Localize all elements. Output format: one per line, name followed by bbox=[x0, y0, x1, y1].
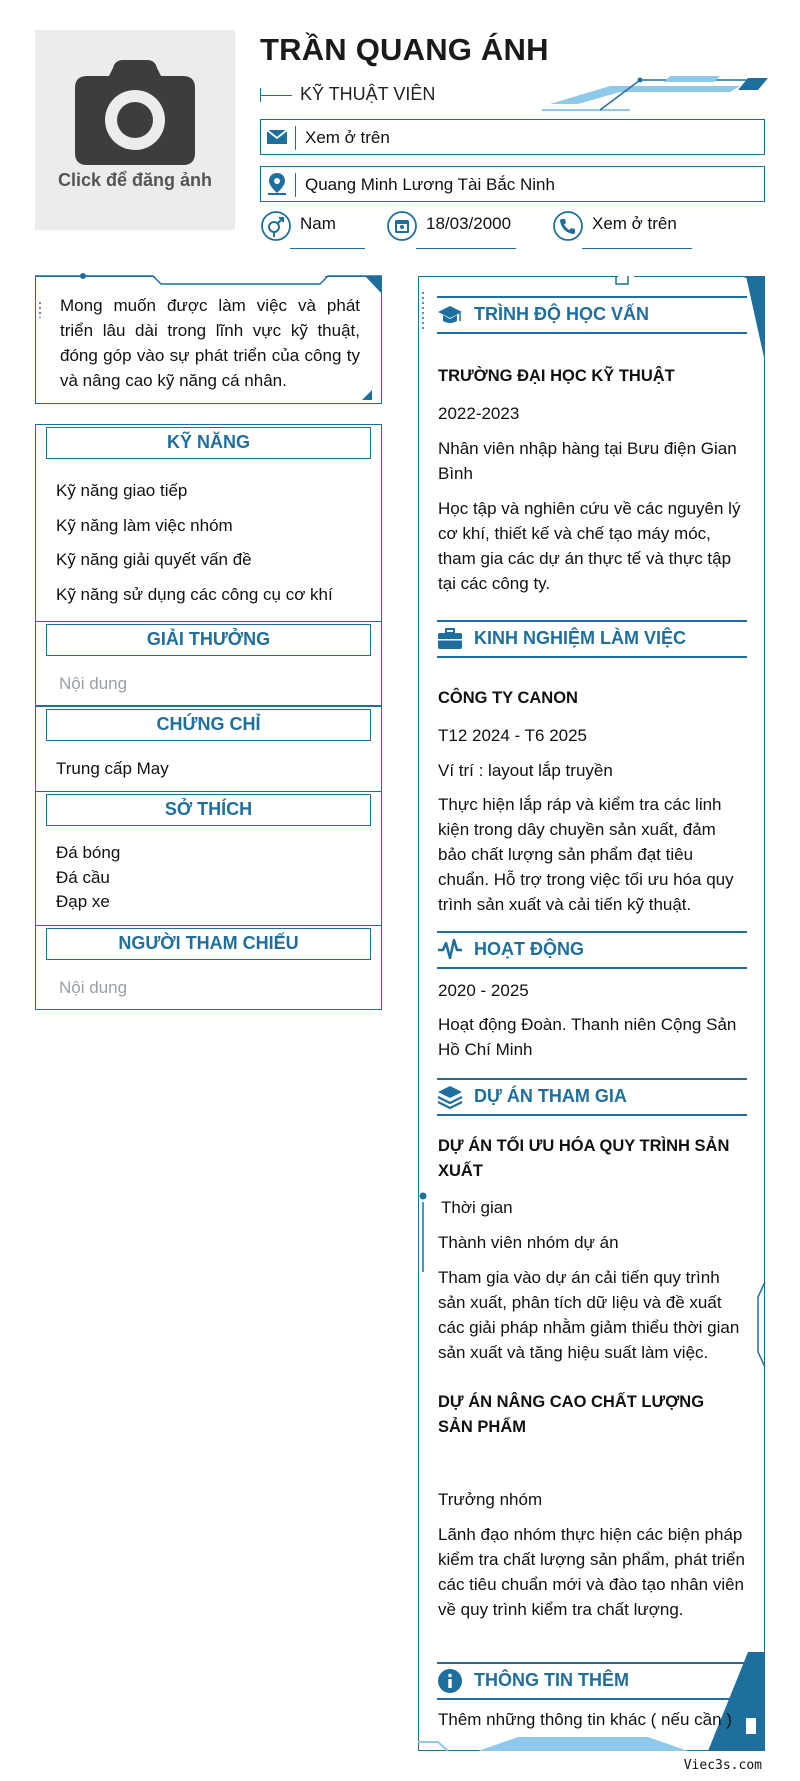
awards-title: GIẢI THƯỞNG bbox=[46, 624, 371, 656]
gender-item bbox=[260, 210, 365, 250]
education-major: Nhân viên nhập hàng tại Bưu điện Gian Bình bbox=[438, 439, 737, 483]
camera-icon bbox=[75, 60, 195, 165]
calendar-icon bbox=[386, 210, 418, 242]
project-time: Thời gian bbox=[441, 1198, 513, 1217]
education-heading bbox=[437, 296, 747, 332]
job-line bbox=[260, 95, 292, 96]
phone-icon bbox=[552, 210, 584, 242]
more-info-text: Thêm những thông tin khác ( nếu cần ) bbox=[438, 1710, 732, 1729]
certificates-title: CHỨNG CHỈ bbox=[46, 709, 371, 741]
experience-description: Thực hiện lắp ráp và kiểm tra các linh kiện trong dây chuyền sản xuất, đảm bảo chất lượng sản phẩm đạt tiêu chuẩn. Hỗ trợ trong việc tối ưu hóa quy trình sản xuất và cải tiến kỹ thuật. bbox=[438, 795, 734, 914]
header-decoration bbox=[540, 74, 772, 114]
briefcase-icon bbox=[437, 626, 463, 652]
hobbies-title: SỞ THÍCH bbox=[46, 794, 371, 826]
email-field bbox=[260, 119, 765, 155]
email-value: Xem ở trên bbox=[305, 128, 390, 147]
more-info-title: THÔNG TIN THÊM bbox=[474, 1670, 629, 1690]
info-icon bbox=[437, 1668, 463, 1694]
skill-item: Kỹ năng làm việc nhóm bbox=[56, 516, 233, 535]
project-role: Trưởng nhóm bbox=[438, 1490, 543, 1509]
activities-heading bbox=[437, 931, 747, 967]
footer-brand: Viec3s.com bbox=[683, 1758, 762, 1773]
activities-period: 2020 - 2025 bbox=[438, 981, 529, 1000]
project-role: Thành viên nhóm dự án bbox=[438, 1233, 619, 1252]
references-title: NGƯỜI THAM CHIẾU bbox=[46, 928, 371, 960]
certificates-section bbox=[35, 706, 382, 792]
certificate-item: Trung cấp May bbox=[56, 759, 169, 778]
hobby-item: Đá cầu bbox=[56, 868, 110, 887]
hobby-item: Đá bóng bbox=[56, 843, 121, 862]
graduation-cap-icon bbox=[437, 302, 463, 328]
references-section bbox=[35, 925, 382, 1010]
project-description: Lãnh đạo nhóm thực hiện các biện pháp kiểm tra chất lượng sản phẩm, phát triển các tiêu chuẩn mới và đào tạo nhân viên về quy trình kiểm tra chất lượng. bbox=[438, 1525, 745, 1619]
projects-title: DỰ ÁN THAM GIA bbox=[474, 1086, 627, 1106]
layers-icon bbox=[437, 1084, 463, 1110]
address-field bbox=[260, 166, 765, 202]
skill-item: Kỹ năng giải quyết vấn đề bbox=[56, 550, 252, 569]
skills-section bbox=[35, 424, 382, 622]
mail-icon bbox=[265, 125, 289, 149]
education-period: 2022-2023 bbox=[438, 404, 520, 423]
projects-heading bbox=[437, 1078, 747, 1114]
activities-description: Hoạt động Đoàn. Thanh niên Cộng Sản Hồ Chí Minh bbox=[438, 1015, 737, 1059]
location-icon bbox=[265, 172, 289, 196]
job-title: KỸ THUẬT VIÊN bbox=[300, 84, 436, 104]
candidate-name: TRẦN QUANG ÁNH bbox=[260, 32, 549, 67]
experience-title: KINH NGHIỆM LÀM VIỆC bbox=[474, 628, 687, 648]
experience-heading bbox=[437, 620, 747, 656]
birthday-item bbox=[386, 210, 516, 250]
hobby-item: Đạp xe bbox=[56, 892, 110, 911]
project-description: Tham gia vào dự án cải tiến quy trình sản xuất, phân tích dữ liệu và đề xuất các giải pháp nhằm giảm thiểu thời gian sản xuất và tăng hiệu suất làm việc. bbox=[438, 1268, 740, 1362]
experience-position: Ví trí : layout lắp truyền bbox=[438, 761, 613, 780]
phone-value: Xem ở trên bbox=[592, 214, 677, 233]
phone-item bbox=[552, 210, 692, 250]
more-info-heading bbox=[437, 1662, 747, 1698]
education-description: Học tập và nghiên cứu về các nguyên lý cơ khí, thiết kế và chế tạo máy móc, tham gia các dự án thực tế và thực tập tại các công ty. bbox=[438, 499, 741, 593]
hobbies-section bbox=[35, 791, 382, 926]
activities-title: HOẠT ĐỘNG bbox=[474, 939, 584, 959]
gender-value: Nam bbox=[300, 214, 336, 233]
avatar-upload[interactable] bbox=[35, 30, 235, 230]
awards-section bbox=[35, 621, 382, 706]
birthday-value: 18/03/2000 bbox=[426, 214, 512, 233]
skill-item: Kỹ năng sử dụng các công cụ cơ khí bbox=[56, 585, 333, 604]
address-value: Quang Minh Lương Tài Bắc Ninh bbox=[305, 175, 555, 194]
gender-icon bbox=[260, 210, 292, 242]
skills-title: KỸ NĂNG bbox=[46, 427, 371, 459]
objective-decoration bbox=[35, 272, 382, 406]
project-name: DỰ ÁN NÂNG CAO CHẤT LƯỢNG SẢN PHẨM bbox=[438, 1393, 705, 1436]
awards-placeholder: Nội dung bbox=[59, 674, 128, 693]
pulse-icon bbox=[437, 937, 463, 963]
photo-label: Click để đăng ảnh bbox=[57, 170, 213, 190]
project-name: DỰ ÁN TỐI ƯU HÓA QUY TRÌNH SẢN XUẤT bbox=[438, 1137, 730, 1180]
references-placeholder: Nội dung bbox=[59, 978, 128, 997]
skill-item: Kỹ năng giao tiếp bbox=[56, 481, 188, 500]
objective-text: Mong muốn được làm việc và phát triển lâu dài trong lĩnh vực kỹ thuật, đóng góp vào sự phát triển của công ty và nâng cao kỹ năng cá nhân. bbox=[60, 296, 360, 390]
education-title: TRÌNH ĐỘ HỌC VẤN bbox=[474, 304, 649, 324]
experience-period: T12 2024 - T6 2025 bbox=[438, 726, 588, 745]
education-school: TRƯỜNG ĐẠI HỌC KỸ THUẬT bbox=[438, 367, 675, 385]
experience-company: CÔNG TY CANON bbox=[438, 689, 578, 707]
